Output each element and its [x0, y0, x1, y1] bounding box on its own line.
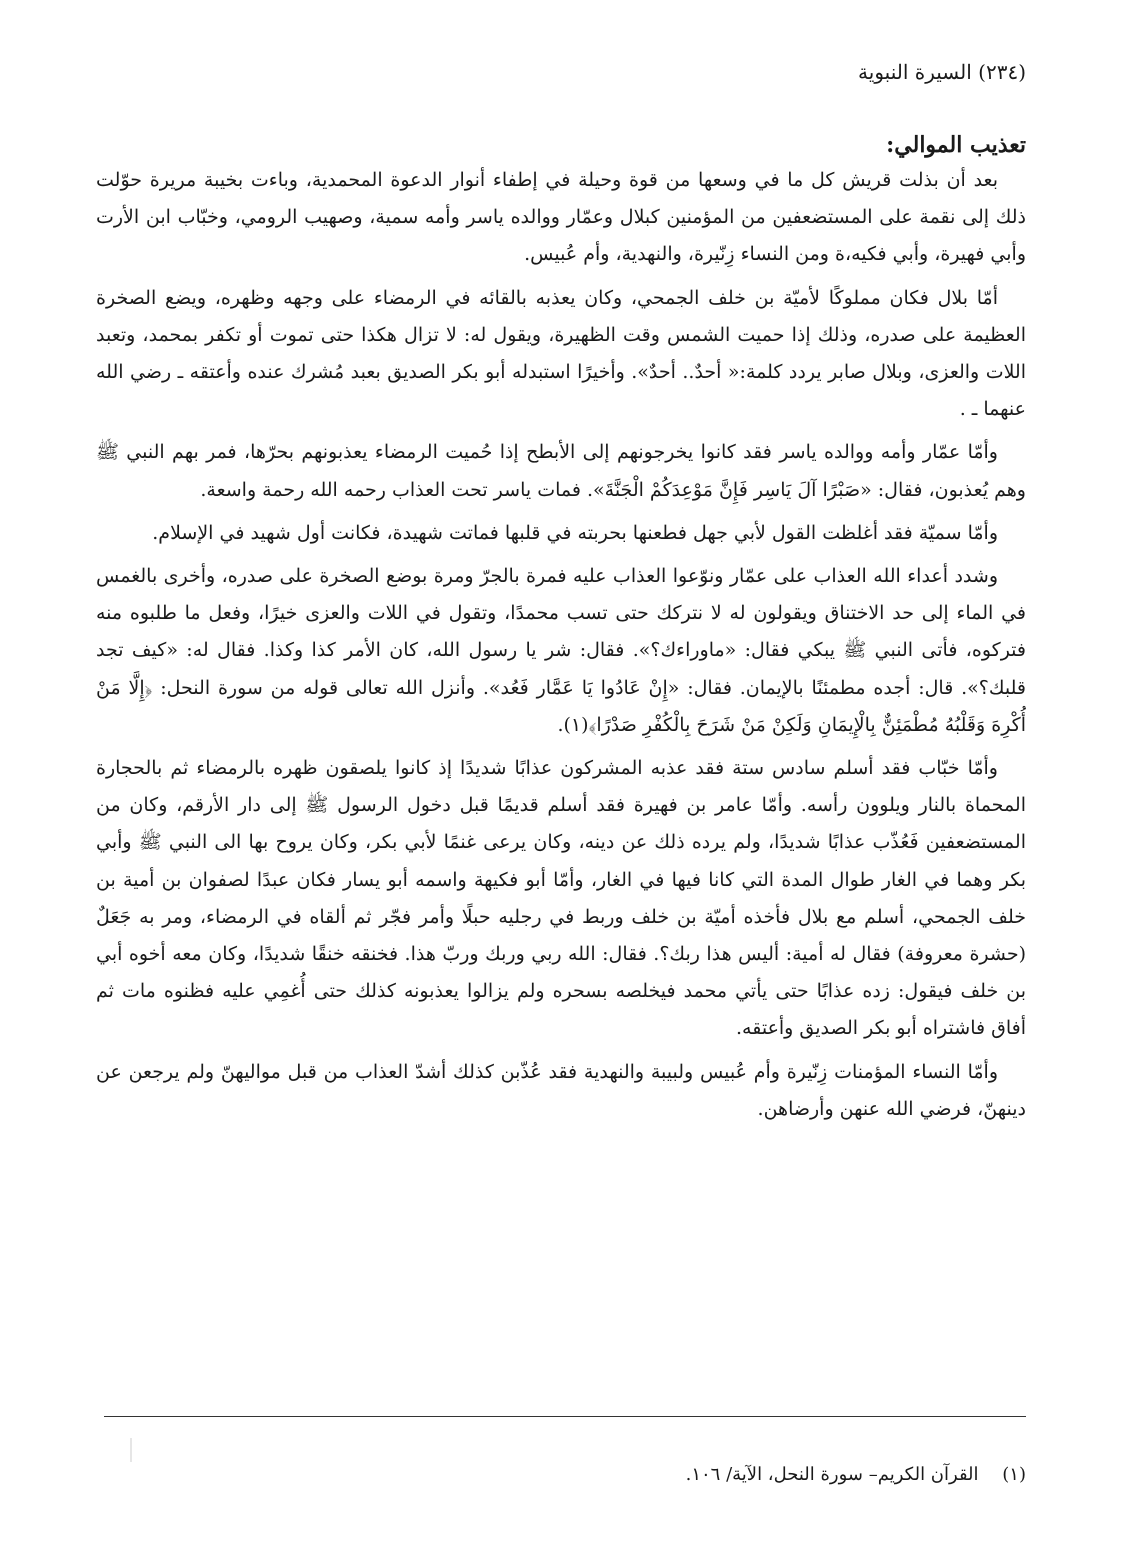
running-header: (٢٣٤) السيرة النبوية — [858, 60, 1026, 84]
paragraph-khabbab-amir: وأمّا خبّاب فقد أسلم سادس ستة فقد عذبه المشركون عذابًا شديدًا إذ كانوا يلصقون ظهره بالرمضاء ثم بالحجارة المحماة بالنار ويلوون رأسه. وأمّا عامر بن فهيرة فقد أسلم قديمًا قبل دخول الرسول ﷺ إلى دار الأرقم، وكان من المستضعفين فَعُذّب عذابًا شديدًا، ولم يرده ذلك عن دينه، وكان يرعى غنمًا لأبي بكر، وكان يروح بها الى النبي ﷺ وأبي بكر وهما في الغار طوال المدة التي كانا فيها في الغار، وأمّا أبو فكيهة واسمه أبو يسار فكان عبدًا لصفوان بن أمية بن خلف الجمحي، أسلم مع بلال فأخذه أميّة بن خلف وربط في رجليه حبلًا وأمر فجّر ثم ألقاه في الرمضاء، ومر به جَعَلٌ (حشرة معروفة) فقال له أمية: أليس هذا ربك؟. فقال: الله ربي وربك وربّ هذا. فخنقه خنقًا شديدًا، وكان معه أخوه أبي بن خلف فيقول: زده عذابًا حتى يأتي محمد فيخلصه بسحره ولم يزالوا يعذبونه كذلك حتى أُغمِي عليه فظنوه مات ثم أفاق فاشتراه أبو بكر الصديق وأعتقه. — [96, 757, 1026, 1040]
scan-mark — [130, 1438, 132, 1462]
paragraph-sumayya: وأمّا سميّة فقد أغلظت القول لأبي جهل فطعنها بحربته في قلبها فماتت شهيدة، فكانت أول شهيد في الإسلام. — [152, 521, 998, 544]
paragraph-ammar-torture: وشدد أعداء الله العذاب على عمّار ونوّعوا العذاب عليه فمرة بالجرّ ومرة بوضع الصخرة على صدره، وأخرى بالغمس في الماء إلى حد الاختناق ويقولون له لا نتركك حتى تسب محمدًا، وتقول في اللات والعزى خيرًا، وفعل ما طلبوه منه فتركوه، فأتى النبي ﷺ يبكي فقال: «ماوراءك؟». فقال: شر يا رسول الله، كان الأمر كذا وكذا. فقال له: «كيف تجد قلبك؟». قال: أجده مطمئنًا بالإيمان. فقال: «إِنْ عَادُوا يَا عَمَّار فَعُد». وأنزل الله تعالى قوله من سورة النحل: ﴿إِلَّا مَنْ أُكْرِهَ وَقَلْبُهُ مُطْمَئِنٌّ بِالْإِيمَانِ وَلَكِنْ مَنْ شَرَحَ بِالْكُفْرِ صَدْرًا﴾(١). — [96, 565, 1026, 736]
footnote-divider — [104, 1416, 1026, 1417]
section-title: تعذيب الموالي: — [886, 132, 1026, 158]
paragraph-ammar-family: وأمّا عمّار وأمه ووالده ياسر فقد كانوا يخرجونهم إلى الأبطح إذا حُميت الرمضاء يعذبونهم بحرّها، فمر بهم النبي ﷺ وهم يُعذبون، فقال: «صَبْرًا آلَ يَاسِر فَإِنَّ مَوْعِدَكُمْ الْجَنَّةَ». فمات ياسر تحت العذاب رحمه الله رحمة واسعة. — [96, 441, 1026, 501]
footnote-number: (١) — [1002, 1464, 1026, 1485]
paragraph-bilal: أمّا بلال فكان مملوكًا لأميّة بن خلف الجمحي، وكان يعذبه بالقائه في الرمضاء على وجهه وظهره، ويضع الصخرة العظيمة على صدره، وذلك إذا حميت الشمس وقت الظهيرة، ويقول له: لا تزال هكذا حتى تموت أو تكفر بمحمد، وتعبد اللات والعزى، وبلال صابر يردد كلمة:« أحدٌ.. أحدٌ». وأخيرًا استبدله أبو بكر الصديق بعبد مُشرك عنده وأعتقه ـ رضي الله عنهما ـ . — [96, 286, 1026, 421]
footnote — [686, 1462, 1026, 1488]
paragraph-intro: بعد أن بذلت قريش كل ما في وسعها من قوة وحيلة في إطفاء أنوار الدعوة المحمدية، وباءت بخيبة مريرة حوّلت ذلك إلى نقمة على المستضعفين من المؤمنين كبلال وعمّار ووالده ياسر وأمه سمية، وصهيب الرومي، وخبّاب ابن الأرت وأبي فهيرة، وأبي فكيه،ة ومن النساء زِنّيرة، والنهدية، وأم عُبيس. — [96, 169, 1026, 266]
paragraph-women: وأمّا النساء المؤمنات زِنّيرة وأم عُبيس ولبيبة والنهدية فقد عُذّبن كذلك أشدّ العذاب من قبل مواليهنّ ولم يرجعن عن دينهنّ، فرضي الله عنهن وأرضاهن. — [96, 1060, 1026, 1120]
page-body — [96, 128, 1026, 1378]
footnote-text: القرآن الكريم– سورة النحل، الآية/ ١٠٦. — [685, 1464, 979, 1485]
